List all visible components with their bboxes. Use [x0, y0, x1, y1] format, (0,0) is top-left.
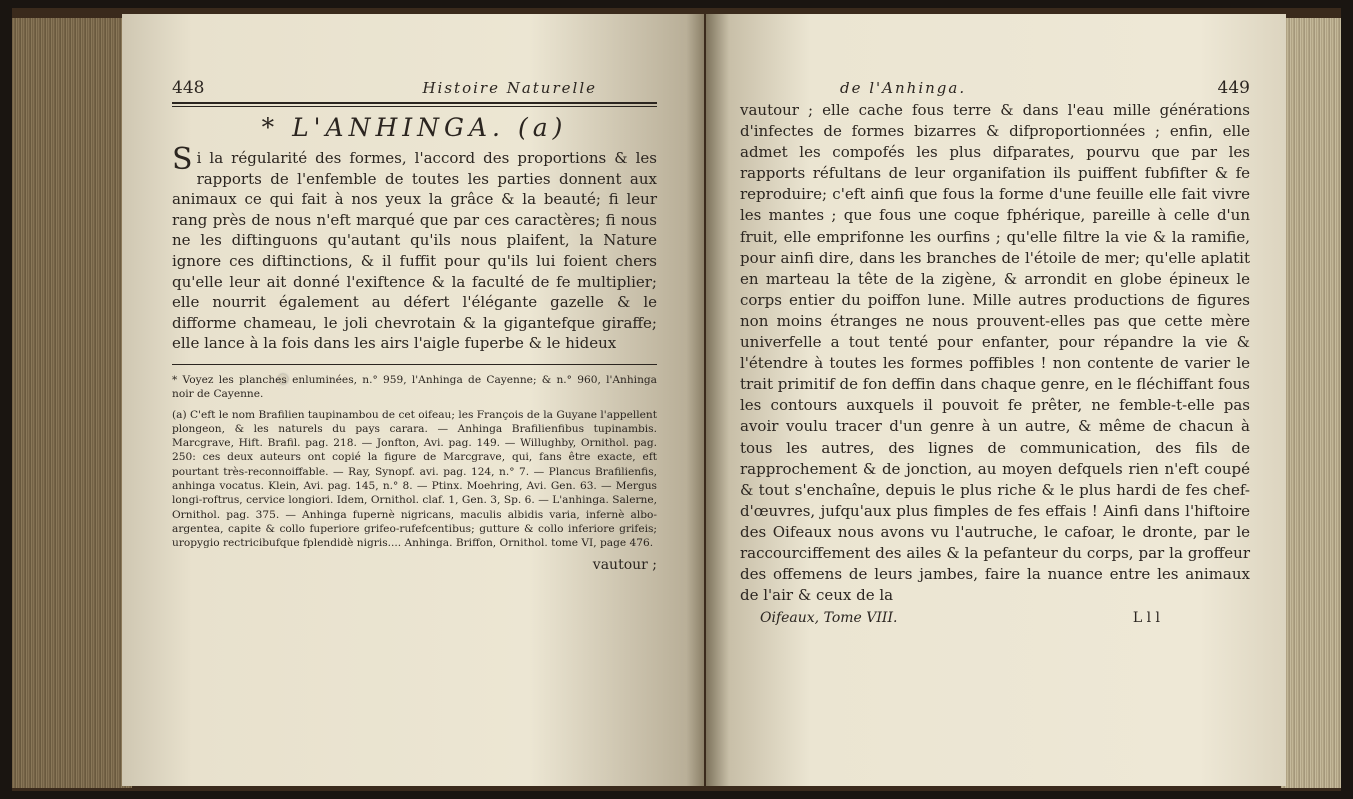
- head-rule: [172, 102, 657, 107]
- signature-line: [740, 610, 1250, 626]
- right-running-title: de l'Anhinga.: [840, 79, 967, 97]
- right-page-number: 449: [1217, 78, 1250, 98]
- page-edges-left: [12, 18, 132, 788]
- volume-signature: Oifeaux, Tome VIII.: [760, 610, 898, 627]
- dropcap: S: [172, 142, 193, 177]
- footnote-star: * Voyez les planches enluminées, n.° 959, l'Anhinga de Cayenne; & n.° 960, l'Anhinga noir de Cayenne.: [172, 373, 657, 401]
- left-running-head: [172, 78, 657, 100]
- footnote-rule: [172, 364, 657, 365]
- left-page-number: 448: [172, 78, 205, 98]
- page-edges-right: [1281, 18, 1341, 788]
- catchword: vautour ;: [592, 556, 657, 573]
- footnote-a: (a) C'eft le nom Brafilien taupinambou de cet oifeau; les François de la Guyane l'appellent plongeon, & les naturels du pays carara. — Anhinga Brafilienfibus tupinambis. Marcgrave, Hift. Brafil. pag. 218. — Jonfton, Avi. pag. 149. — Willughby, Ornithol. pag. 250: ces deux auteurs ont copié la figure de Marcgrave, qui, fans être exacte, eft pourtant très-reconnoiffable. — Ray, Synopf. avi. pag. 124, n.° 7. — Plancus Brafilienfis, anhinga vocatus. Klein, Avi. pag. 145, n.° 8. — Ptinx. Moehring, Avi. Gen. 63. — Mergus longi-roftrus, cervice longiori. Idem, Ornithol. claf. 1, Gen. 3, Sp. 6. — L'anhinga. Salerne, Ornithol. pag. 375. — Anhinga fupernè nigricans, maculis albidis varia, infernè albo-argentea, capite & collo fuperiore grifeo-rufefcentibus; gutture & collo inferiore grifeis; uropygio rectricibufque fplendidè nigris.... Anhinga. Briffon, Ornithol. tome VI, page 476.: [172, 408, 657, 550]
- right-running-head: [740, 78, 1250, 100]
- left-body: [172, 142, 657, 354]
- chapter-title: * L'ANHINGA. (a): [261, 113, 568, 142]
- left-running-title: Histoire Naturelle: [422, 79, 597, 97]
- right-body: vautour ; elle cache fous terre & dans l'eau mille générations d'infectes de formes bizarres & difproportionnées ; enfin, elle admet les compofés les plus difparates, pourvu que par les rapports réfultans de leur organifation ils puiffent fubfifter & fe reproduire; c'eft ainfi que fous la forme d'une feuille elle fait vivre les mantes ; que fous une coque fphérique, pareille à celle d'un fruit, elle emprifonne les ourfins ; qu'elle filtre la vie & la ramifie, pour ainfi dire, dans les branches de l'étoile de mer; qu'elle aplatit en marteau la tête de la zigène, & arrondit en globe épineux le corps entier du poiffon lune. Mille autres productions de figures non moins étranges ne nous prouvent-elles pas que cette mère univerfelle a tout tenté pour enfanter, pour répandre la vie & l'étendre à toutes les formes poffibles ! non contente de varier le trait primitif de fon deffin dans chaque genre, en le fléchiffant fous les contours auxquels il pouvoit fe prêter, ne femble-t-elle pas avoir voulu tracer d'un genre à un autre, & même de chacun à tous les autres, des lignes de communication, des fils de rapprochement & de jonction, au moyen defquels rien n'eft coupé & tout s'enchaîne, depuis le plus riche & le plus hardi de fes chef-d'œuvres, jufqu'aux plus fimples de fes effais ! Ainfi dans l'hiftoire des Oifeaux nous avons vu l'autruche, le cafoar, le dronte, par le raccourciffement des ailes & la pefanteur du corps, par la groffeur des offemens de leurs jambes, faire la nuance entre les animaux de l'air & ceux de la: [740, 101, 1250, 605]
- right-page-text: [740, 30, 1250, 626]
- left-body-text: i la régularité des formes, l'accord des proportions & les rapports de l'enfemble de toutes les parties donnent aux animaux ce qui fait à nos yeux la grâce & la beauté; fi leur rang près de nous n'eft marqué que par ces caractères; fi nous ne les diftinguons qu'autant qu'ils nous plaifent, la Nature ignore ces diftinctions, & il fuffit pour qu'ils lui foient chers qu'elle leur ait donné l'exiftence & la faculté de fe multiplier; elle nourrit également au défert l'élégante gazelle & le difforme chameau, le joli chevrotain & la gigantefque giraffe; elle lance à la fois dans les airs l'aigle fuperbe & le hideux: [172, 149, 657, 353]
- left-page-text: [172, 30, 657, 573]
- gathering-mark: L l l: [1132, 610, 1160, 627]
